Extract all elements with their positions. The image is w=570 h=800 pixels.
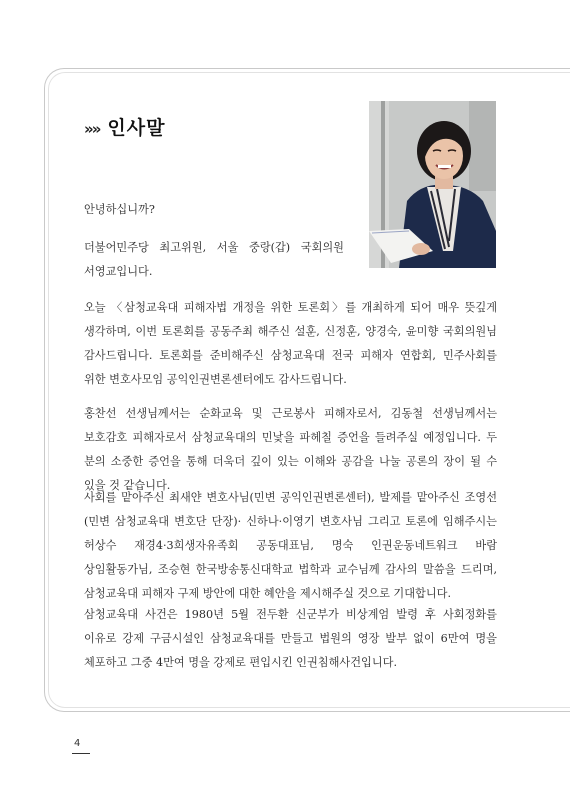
greeting-text: 안녕하십니까? [84, 203, 155, 216]
intro-text: 더불어민주당 최고위원, 서울 중랑(갑) 국회의원 서영교입니다. [84, 241, 344, 278]
page-number: 4 [74, 738, 81, 749]
heading-title: 인사말 [107, 117, 166, 139]
portrait-illustration [369, 101, 496, 268]
paragraph: 사회를 맡아주신 최새얀 변호사님(민변 공익인권변론센터), 발제를 맡아주신 조영선(민변 삼청교육대 변호단 단장)· 신하나·이영기 변호사님 그리고 토론에 임해주시는 허상수 재경4·3희생자유족회 공동대표님, 명숙 인권운동네트워크 바람 상임활동가님, 조승현 한국방송통신대학교 법학과 교수님께 감사의 말씀을 드리며, 삼청교육대 피해자 구제 방안에 대한 혜안을 제시해주실 것으로 기대합니다. [84, 491, 497, 600]
section-heading [84, 113, 165, 140]
portrait-photo [369, 101, 496, 268]
paragraph: 삼청교육대 사건은 1980년 5월 전두환 신군부가 비상계엄 발령 후 사회정화를 이유로 강제 구금시설인 삼청교육대를 만들고 법원의 영장 발부 없이 6만여 명을 체포하고 그중 4만여 명을 강제로 편입시킨 인권침해사건입니다. [84, 608, 497, 669]
paragraph: 오늘 〈삼청교육대 피해자법 개정을 위한 토론회〉를 개최하게 되어 매우 뜻깊게 생각하며, 이번 토론회를 공동주최 해주신 설훈, 신정훈, 양경숙, 윤미향 국회의원님 감사드립니다. 토론회를 준비해주신 삼청교육대 전국 피해자 연합회, 민주사회를 위한 변호사모임 공익인권변론센터에도 감사드립니다. [84, 301, 497, 386]
heading-arrows: »» [84, 120, 100, 138]
page-number-underline [72, 753, 90, 754]
paragraph: 홍찬선 선생님께서는 순화교육 및 근로봉사 피해자로서, 김동철 선생님께서는 보호감호 피해자로서 삼청교육대의 민낯을 파헤칠 증언을 들려주실 예정입니다. 두 분의 소중한 증언을 통해 더욱더 깊이 있는 이해와 공감을 나눌 공론의 장이 될 수 있을 것 같습니다. [84, 407, 497, 492]
